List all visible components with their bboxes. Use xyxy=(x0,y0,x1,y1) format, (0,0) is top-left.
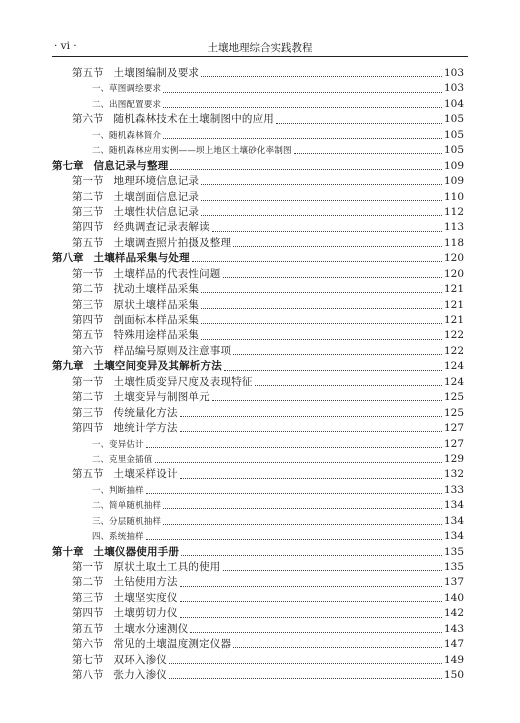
toc-page-number: 104 xyxy=(443,97,464,110)
toc-page-number: 109 xyxy=(443,175,464,188)
toc-section-row xyxy=(52,190,464,205)
toc-page-number: 147 xyxy=(443,638,464,651)
toc-page-number: 127 xyxy=(443,437,464,450)
toc-chapter-row xyxy=(52,251,464,266)
toc-entry-title: 剖面标本样品采集 xyxy=(113,314,200,326)
dot-leader xyxy=(169,663,442,664)
dot-leader xyxy=(192,261,442,262)
toc-chapter-row xyxy=(52,545,464,560)
toc-entry-title: 张力入渗仪 xyxy=(113,669,167,682)
toc-entry-number: 第十章 xyxy=(52,545,84,558)
toc-page-number: 125 xyxy=(443,406,464,419)
dot-leader xyxy=(180,416,442,417)
toc-section-row xyxy=(52,637,464,652)
dot-leader xyxy=(276,123,442,124)
dot-leader xyxy=(180,617,442,618)
toc-section-row xyxy=(52,174,464,189)
toc-entry-number: 第九章 xyxy=(52,360,84,373)
dot-leader xyxy=(201,76,442,77)
toc-entry-title: 土壤水分速测仪 xyxy=(113,622,189,635)
toc-entry-number: 第一节 xyxy=(72,267,104,280)
toc-page-number: 110 xyxy=(443,190,464,203)
dot-leader xyxy=(146,539,442,540)
toc-section-row xyxy=(52,112,464,127)
dot-leader xyxy=(163,107,442,108)
toc-section-row xyxy=(52,313,464,328)
toc-chapter-row xyxy=(52,159,464,174)
toc-entry-number: 第六节 xyxy=(72,344,104,357)
toc-entry-title: 土壤仪器使用手册 xyxy=(93,545,180,558)
toc-page-number: 143 xyxy=(443,622,464,635)
toc-entry-number: 第五节 xyxy=(72,468,104,481)
toc-page-number: 124 xyxy=(443,375,464,388)
toc-entry-title: 经典调查记录表解读 xyxy=(113,221,210,234)
dot-leader xyxy=(233,354,442,355)
dot-leader xyxy=(201,200,442,201)
toc-entry-number: 二、 xyxy=(92,99,110,110)
toc-page-number: 134 xyxy=(443,499,464,512)
toc-page-number: 105 xyxy=(443,128,464,141)
toc-entry-number: 第八章 xyxy=(52,252,84,265)
dot-leader xyxy=(163,524,442,525)
toc-entry-number: 第六节 xyxy=(72,638,104,651)
toc-entry-title: 克里金插值 xyxy=(109,454,153,465)
toc-entry-title: 原状土壤样品采集 xyxy=(113,298,200,311)
dot-leader xyxy=(163,138,442,139)
toc-entry-title: 土钻使用方法 xyxy=(113,576,178,589)
toc-entry-title: 随机森林应用实例——坝上地区土壤砂化率制图 xyxy=(109,146,292,157)
dot-leader xyxy=(233,647,442,648)
toc-entry-title: 简单随机抽样 xyxy=(109,501,162,512)
toc-section-row xyxy=(52,653,464,668)
toc-section-row xyxy=(52,220,464,235)
dot-leader xyxy=(201,215,442,216)
toc-item-row xyxy=(52,143,464,158)
toc-entry-number: 第三节 xyxy=(72,298,104,311)
toc-section-row xyxy=(52,622,464,637)
toc-entry-number: 二、 xyxy=(92,501,110,512)
dot-leader xyxy=(201,339,442,340)
toc-entry-title: 土壤样品采集与处理 xyxy=(93,252,190,265)
toc-item-row xyxy=(52,452,464,467)
toc-section-row xyxy=(52,591,464,606)
toc-page-number: 150 xyxy=(443,669,464,682)
toc-entry-number: 第五节 xyxy=(72,67,104,79)
toc-entry-number: 三、 xyxy=(92,516,110,527)
toc-entry-number: 第七节 xyxy=(72,653,104,666)
toc-page-number: 112 xyxy=(443,205,464,218)
dot-leader xyxy=(201,323,442,324)
toc-page-number: 120 xyxy=(443,267,464,280)
dot-leader xyxy=(163,508,442,509)
toc-page-number: 109 xyxy=(443,159,464,172)
dot-leader xyxy=(190,632,442,633)
toc-section-row xyxy=(52,390,464,405)
toc-entry-title: 判断抽样 xyxy=(109,485,144,496)
dot-leader xyxy=(255,385,442,386)
running-header xyxy=(52,40,468,57)
dot-leader xyxy=(146,447,442,448)
toc-entry-title: 随机森林简介 xyxy=(109,130,162,141)
toc-section-row xyxy=(52,66,464,81)
toc-page-number: 132 xyxy=(443,468,464,481)
toc-entry-title: 土壤坚实度仪 xyxy=(113,591,178,604)
toc-section-row xyxy=(52,298,464,313)
toc-entry-title: 分层随机抽样 xyxy=(109,516,162,527)
toc-page-number: 113 xyxy=(443,221,464,234)
toc-entry-title: 土壤样品的代表性问题 xyxy=(113,267,221,280)
toc-section-row xyxy=(52,575,464,590)
toc-page-number: 124 xyxy=(443,360,464,373)
toc-entry-number: 一、 xyxy=(92,439,110,450)
dot-leader xyxy=(294,153,442,154)
toc-entry-title: 土壤图编制及要求 xyxy=(113,67,200,79)
toc-entry-number: 第四节 xyxy=(72,607,104,620)
toc-page-number: 134 xyxy=(443,514,464,527)
toc-section-row xyxy=(52,282,464,297)
toc-page-number: 133 xyxy=(443,483,464,496)
toc-page-number: 137 xyxy=(443,576,464,589)
toc-entry-title: 土壤变异与制图单元 xyxy=(113,391,210,404)
toc-item-row xyxy=(52,514,464,529)
toc-item-row xyxy=(52,529,464,544)
toc-entry-title: 原状土取土工具的使用 xyxy=(113,561,221,573)
dot-leader xyxy=(201,308,442,309)
toc-entry-number: 一、 xyxy=(92,130,110,141)
toc-item-row xyxy=(52,437,464,452)
toc-entry-number: 第二节 xyxy=(72,283,104,296)
toc-item-row xyxy=(52,483,464,498)
toc-entry-title: 土壤空间变异及其解析方法 xyxy=(93,360,222,373)
toc-item-row xyxy=(52,128,464,143)
toc-entry-number: 第五节 xyxy=(72,236,104,249)
dot-leader xyxy=(163,92,442,93)
toc-section-row xyxy=(52,344,464,359)
toc-section-row xyxy=(52,205,464,220)
toc-page-number: 125 xyxy=(443,391,464,404)
toc-entry-title: 地统计学方法 xyxy=(113,422,178,435)
toc-item-row xyxy=(52,81,464,96)
toc-chapter-row xyxy=(52,359,464,374)
toc-page-number: 103 xyxy=(443,82,464,95)
toc-entry-title: 常见的土壤温度测定仪器 xyxy=(113,638,232,651)
toc-entry-title: 随机森林技术在土壤制图中的应用 xyxy=(113,113,274,126)
toc-entry-title: 信息记录与整理 xyxy=(93,159,169,172)
toc-entry-number: 第五节 xyxy=(72,622,104,635)
dot-leader xyxy=(201,292,442,293)
toc-item-row xyxy=(52,498,464,513)
dot-leader xyxy=(212,400,442,401)
book-title: 土壤地理综合实践教程 xyxy=(207,42,313,54)
dot-leader xyxy=(180,478,442,479)
dot-leader xyxy=(223,277,442,278)
toc-entry-number: 第四节 xyxy=(72,314,104,326)
toc-page-number: 122 xyxy=(443,329,464,342)
toc-entry-title: 扰动土壤样品采集 xyxy=(113,283,200,296)
toc-entry-number: 四、 xyxy=(92,532,110,543)
toc-section-row xyxy=(52,560,464,575)
toc-section-row xyxy=(52,467,464,482)
toc-entry-number: 第一节 xyxy=(72,561,104,573)
toc-entry-number: 第三节 xyxy=(72,205,104,218)
toc-section-row xyxy=(52,421,464,436)
dot-leader xyxy=(180,431,442,432)
toc-entry-number: 二、 xyxy=(92,146,110,157)
dot-leader xyxy=(233,246,442,247)
page-number: · vi · xyxy=(54,40,77,52)
toc-page-number: 127 xyxy=(443,422,464,435)
toc-entry-number: 二、 xyxy=(92,454,110,465)
toc-entry-number: 第七章 xyxy=(52,159,84,172)
toc-entry-number: 第八节 xyxy=(72,669,104,682)
toc-entry-number: 第四节 xyxy=(72,221,104,234)
toc-page-number: 142 xyxy=(443,607,464,620)
toc-entry-title: 土壤剪切力仪 xyxy=(113,607,178,620)
toc-entry-title: 土壤调查照片拍摄及整理 xyxy=(113,236,232,249)
toc-section-row xyxy=(52,668,464,683)
table-of-contents xyxy=(52,66,464,684)
dot-leader xyxy=(146,493,442,494)
toc-entry-title: 系统抽样 xyxy=(109,532,144,543)
toc-page-number: 129 xyxy=(443,452,464,465)
toc-entry-title: 地理环境信息记录 xyxy=(113,175,200,188)
toc-entry-title: 传统量化方法 xyxy=(113,406,178,419)
dot-leader xyxy=(212,231,442,232)
dot-leader xyxy=(180,601,442,602)
toc-section-row xyxy=(52,328,464,343)
dot-leader xyxy=(181,555,442,556)
toc-page-number: 105 xyxy=(443,113,464,126)
toc-entry-number: 一、 xyxy=(92,84,110,95)
dot-leader xyxy=(223,570,442,571)
toc-page-number: 135 xyxy=(443,545,464,558)
toc-entry-title: 出图配置要求 xyxy=(109,99,162,110)
toc-page-number: 149 xyxy=(443,653,464,666)
toc-section-row xyxy=(52,375,464,390)
toc-entry-title: 双环入渗仪 xyxy=(113,653,167,666)
dot-leader xyxy=(201,184,442,185)
dot-leader xyxy=(155,462,442,463)
toc-page-number: 140 xyxy=(443,591,464,604)
toc-entry-number: 第三节 xyxy=(72,406,104,419)
toc-entry-title: 草图调绘要求 xyxy=(109,84,162,95)
toc-entry-title: 样品编号原则及注意事项 xyxy=(113,344,232,357)
dot-leader xyxy=(170,169,442,170)
toc-entry-title: 土壤采样设计 xyxy=(113,468,178,481)
toc-entry-number: 第二节 xyxy=(72,391,104,404)
toc-page-number: 122 xyxy=(443,344,464,357)
toc-page-number: 118 xyxy=(443,236,464,249)
toc-entry-number: 第四节 xyxy=(72,422,104,435)
toc-section-row xyxy=(52,267,464,282)
toc-entry-number: 第一节 xyxy=(72,375,104,388)
toc-page-number: 105 xyxy=(443,144,464,157)
toc-entry-number: 第二节 xyxy=(72,576,104,589)
toc-entry-number: 第二节 xyxy=(72,190,104,203)
toc-entry-number: 第三节 xyxy=(72,591,104,604)
toc-page-number: 135 xyxy=(443,561,464,573)
dot-leader xyxy=(180,586,442,587)
toc-entry-number: 第一节 xyxy=(72,175,104,188)
toc-section-row xyxy=(52,606,464,621)
toc-page-number: 121 xyxy=(443,314,464,326)
toc-section-row xyxy=(52,236,464,251)
toc-entry-number: 一、 xyxy=(92,485,110,496)
toc-page-number: 134 xyxy=(443,530,464,543)
toc-entry-title: 土壤性状信息记录 xyxy=(113,205,200,218)
toc-page-number: 121 xyxy=(443,283,464,296)
toc-entry-title: 土壤剖面信息记录 xyxy=(113,190,200,203)
toc-entry-title: 变异估计 xyxy=(109,439,144,450)
toc-entry-title: 特殊用途样品采集 xyxy=(113,329,200,342)
toc-entry-number: 第五节 xyxy=(72,329,104,342)
toc-item-row xyxy=(52,97,464,112)
toc-entry-title: 土壤性质变异尺度及表现特征 xyxy=(113,375,253,388)
toc-section-row xyxy=(52,406,464,421)
toc-entry-number: 第六节 xyxy=(72,113,104,126)
dot-leader xyxy=(169,678,442,679)
toc-page-number: 120 xyxy=(443,252,464,265)
toc-page-number: 103 xyxy=(443,67,464,79)
toc-page-number: 121 xyxy=(443,298,464,311)
dot-leader xyxy=(224,370,442,371)
